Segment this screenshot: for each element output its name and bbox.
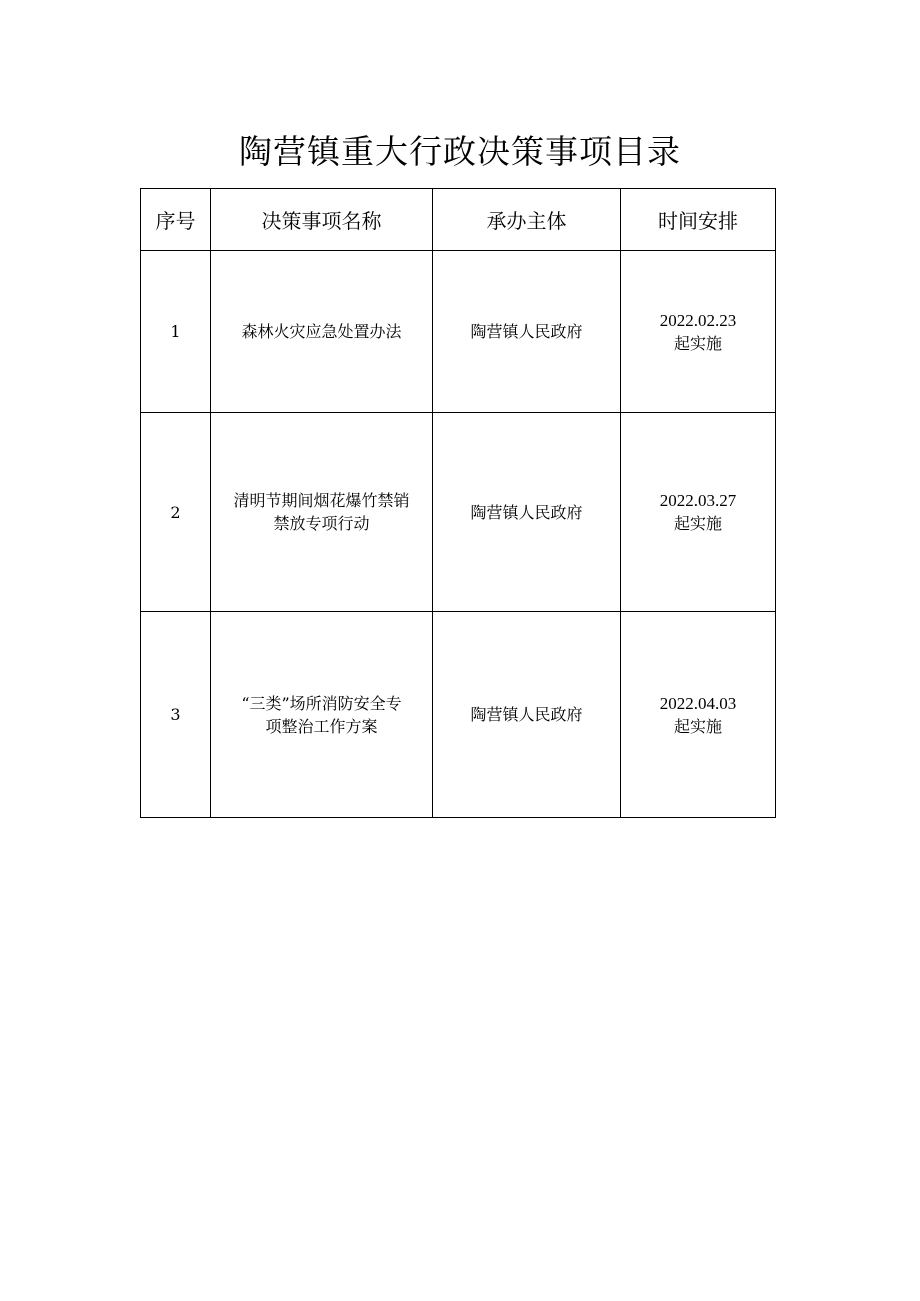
row-number: 1 — [141, 251, 211, 413]
schedule-date: 2022.03.27 — [659, 491, 737, 510]
column-header-no: 序号 — [141, 189, 211, 251]
row-number: 3 — [141, 612, 211, 818]
schedule-suffix: 起实施 — [673, 333, 722, 353]
schedule-cell — [621, 413, 776, 612]
item-name-cell — [211, 612, 433, 818]
schedule-suffix: 起实施 — [673, 716, 722, 736]
table-row — [141, 612, 776, 818]
page-title: 陶营镇重大行政决策事项目录 — [239, 132, 681, 171]
item-name-cell — [211, 251, 433, 413]
item-name-line-2: 禁放专项行动 — [273, 514, 370, 533]
schedule-cell — [621, 251, 776, 413]
table-row — [141, 251, 776, 413]
item-name-line-1: 清明节期间烟花爆竹禁销 — [233, 491, 410, 510]
item-name: 森林火灾应急处置办法 — [241, 322, 402, 341]
schedule-date: 2022.04.03 — [659, 693, 737, 713]
item-name-cell — [211, 413, 433, 612]
row-number: 2 — [141, 413, 211, 612]
column-header-organizer: 承办主体 — [433, 189, 621, 251]
organizer-cell: 陶营镇人民政府 — [433, 612, 621, 818]
column-header-schedule: 时间安排 — [621, 189, 776, 251]
column-header-item-name: 决策事项名称 — [211, 189, 433, 251]
item-name-line-2: 项整治工作方案 — [265, 716, 378, 736]
organizer-cell: 陶营镇人民政府 — [433, 413, 621, 612]
table-row — [141, 413, 776, 612]
organizer-cell: 陶营镇人民政府 — [433, 251, 621, 413]
decision-table — [140, 188, 776, 818]
schedule-cell — [621, 612, 776, 818]
item-name-line-1: “三类”场所消防安全专 — [241, 693, 402, 713]
table-header-row — [141, 189, 776, 251]
schedule-date: 2022.02.23 — [659, 310, 737, 330]
schedule-suffix: 起实施 — [673, 514, 722, 533]
